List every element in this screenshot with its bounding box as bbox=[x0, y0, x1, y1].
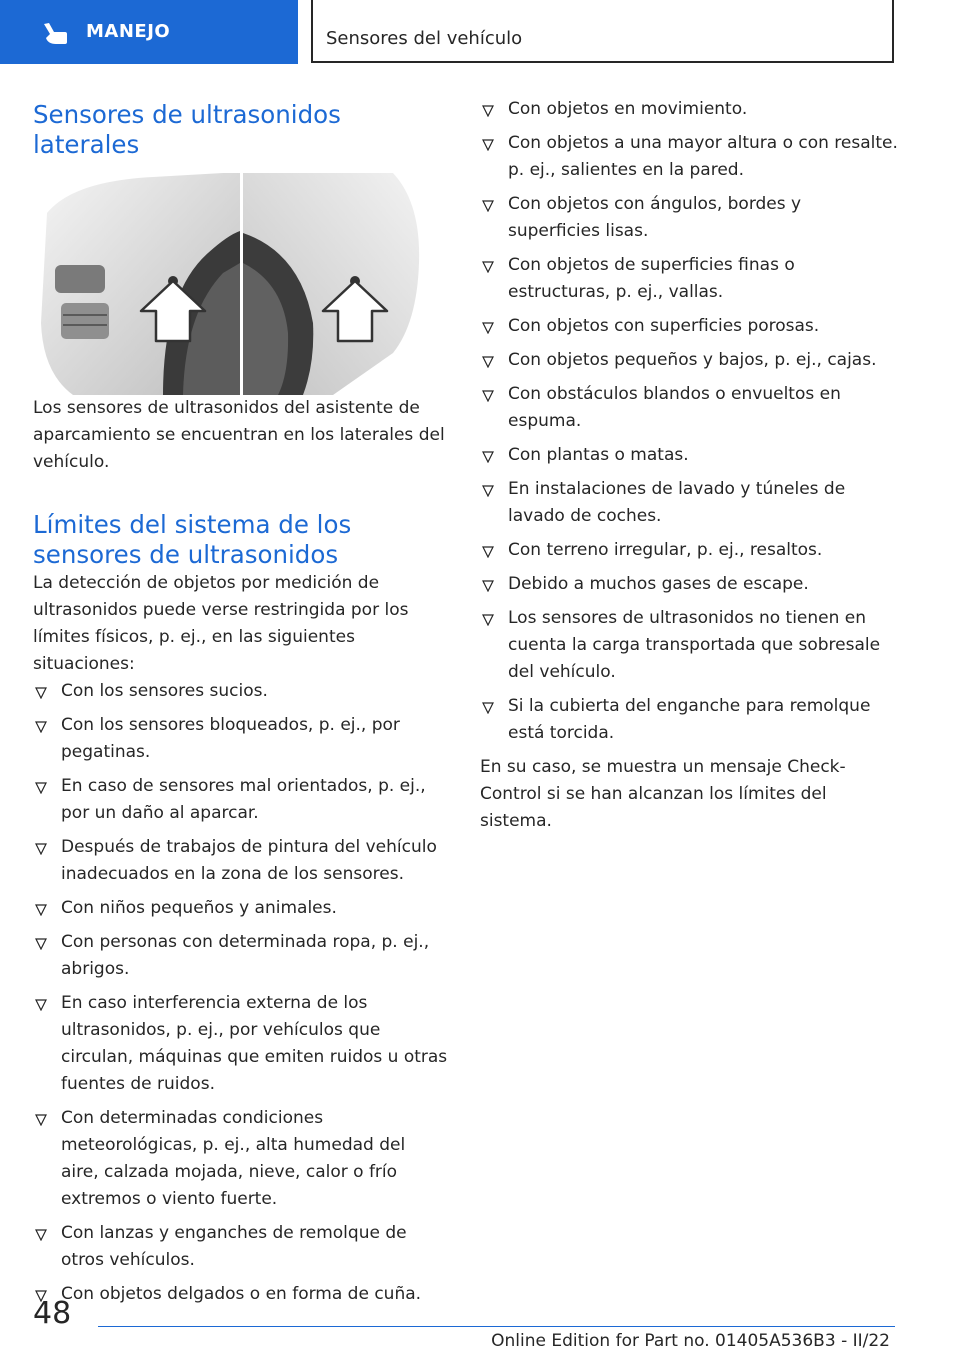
list-item: En caso interferencia externa de los ultrasonidos, p. ej., por vehículos que circulan, máquinas que emiten ruidos u otras fuentes de ruidos. bbox=[33, 990, 448, 1098]
list-item: Con plantas o matas. bbox=[480, 442, 898, 469]
intro-paragraph: Los sensores de ultrasonidos del asistente de aparcamiento se encuentran en los laterales del vehículo. bbox=[33, 398, 445, 472]
footer-rule bbox=[98, 1326, 895, 1327]
list-item: Con objetos en movimiento. bbox=[480, 96, 898, 123]
triangle-bullet-icon bbox=[482, 580, 494, 592]
triangle-bullet-icon bbox=[482, 390, 494, 402]
header-title: Sensores del vehículo bbox=[326, 28, 523, 49]
list-item: Los sensores de ultrasonidos no tienen en cuenta la carga transportada que sobresale del vehículo. bbox=[480, 605, 898, 686]
triangle-bullet-icon bbox=[482, 200, 494, 212]
triangle-bullet-icon bbox=[35, 843, 47, 855]
triangle-bullet-icon bbox=[35, 938, 47, 950]
list-item: Si la cubierta del enganche para remolque está torcida. bbox=[480, 693, 898, 747]
triangle-bullet-icon bbox=[35, 999, 47, 1011]
triangle-bullet-icon bbox=[482, 546, 494, 558]
closing-paragraph: En su caso, se muestra un mensaje Check-Control si se han alcanzan los límites del sistema. bbox=[480, 757, 846, 831]
list-item: Con terreno irregular, p. ej., resaltos. bbox=[480, 537, 898, 564]
list-item: Con obstáculos blandos o envueltos en espuma. bbox=[480, 381, 898, 435]
triangle-bullet-icon bbox=[482, 139, 494, 151]
limits-paragraph: La detección de objetos por medición de ultrasonidos puede verse restringida por los límites físicos, p. ej., en las siguientes situaciones: bbox=[33, 573, 409, 674]
list-item: Con los sensores bloqueados, p. ej., por pegatinas. bbox=[33, 712, 448, 766]
triangle-bullet-icon bbox=[482, 614, 494, 626]
list-item: Con personas con determinada ropa, p. ej., abrigos. bbox=[33, 929, 448, 983]
triangle-bullet-icon bbox=[35, 1229, 47, 1241]
triangle-bullet-icon bbox=[482, 702, 494, 714]
triangle-bullet-icon bbox=[482, 485, 494, 497]
triangle-bullet-icon bbox=[35, 904, 47, 916]
right-column bbox=[480, 96, 898, 835]
left-column bbox=[33, 96, 448, 1315]
triangle-bullet-icon bbox=[482, 322, 494, 334]
header-section-tab[interactable] bbox=[0, 0, 298, 64]
list-item: Con los sensores sucios. bbox=[33, 678, 448, 705]
list-item: Con objetos con superficies porosas. bbox=[480, 313, 898, 340]
limits-list-right bbox=[480, 96, 898, 747]
list-item: Con objetos de superficies finas o estructuras, p. ej., vallas. bbox=[480, 252, 898, 306]
list-item: Con niños pequeños y animales. bbox=[33, 895, 448, 922]
triangle-bullet-icon bbox=[35, 1114, 47, 1126]
triangle-bullet-icon bbox=[482, 356, 494, 368]
triangle-bullet-icon bbox=[482, 451, 494, 463]
list-item: Con lanzas y enganches de remolque de otros vehículos. bbox=[33, 1220, 448, 1274]
heading-system-limits: Límites del sistema de los sensores de ultrasonidos bbox=[33, 510, 352, 569]
sensor-figure bbox=[33, 173, 421, 395]
list-item: Con objetos delgados o en forma de cuña. bbox=[33, 1281, 448, 1308]
steering-hand-icon bbox=[38, 20, 70, 48]
list-item: Con determinadas condiciones meteorológicas, p. ej., alta humedad del aire, calzada mojada, nieve, calor o frío extremos o viento fuerte. bbox=[33, 1105, 448, 1213]
vehicle-sensor-illustration bbox=[33, 173, 421, 395]
page-number: 48 bbox=[33, 1296, 72, 1331]
heading-side-sensors: Sensores de ultrasonidos laterales bbox=[33, 100, 341, 159]
limits-list-left bbox=[33, 678, 448, 1308]
list-item: Con objetos con ángulos, bordes y superficies lisas. bbox=[480, 191, 898, 245]
list-item: En instalaciones de lavado y túneles de lavado de coches. bbox=[480, 476, 898, 530]
triangle-bullet-icon bbox=[482, 261, 494, 273]
triangle-bullet-icon bbox=[35, 782, 47, 794]
footer-edition: Online Edition for Part no. 01405A536B3 - II/22 bbox=[491, 1331, 890, 1351]
triangle-bullet-icon bbox=[35, 687, 47, 699]
list-item: Con objetos a una mayor altura o con resalte. p. ej., salientes en la pared. bbox=[480, 130, 898, 184]
list-item: Debido a muchos gases de escape. bbox=[480, 571, 898, 598]
list-item: En caso de sensores mal orientados, p. ej., por un daño al aparcar. bbox=[33, 773, 448, 827]
list-item: Con objetos pequeños y bajos, p. ej., cajas. bbox=[480, 347, 898, 374]
triangle-bullet-icon bbox=[35, 721, 47, 733]
header-section-label: MANEJO bbox=[86, 21, 171, 42]
triangle-bullet-icon bbox=[482, 105, 494, 117]
list-item: Después de trabajos de pintura del vehículo inadecuados en la zona de los sensores. bbox=[33, 834, 448, 888]
